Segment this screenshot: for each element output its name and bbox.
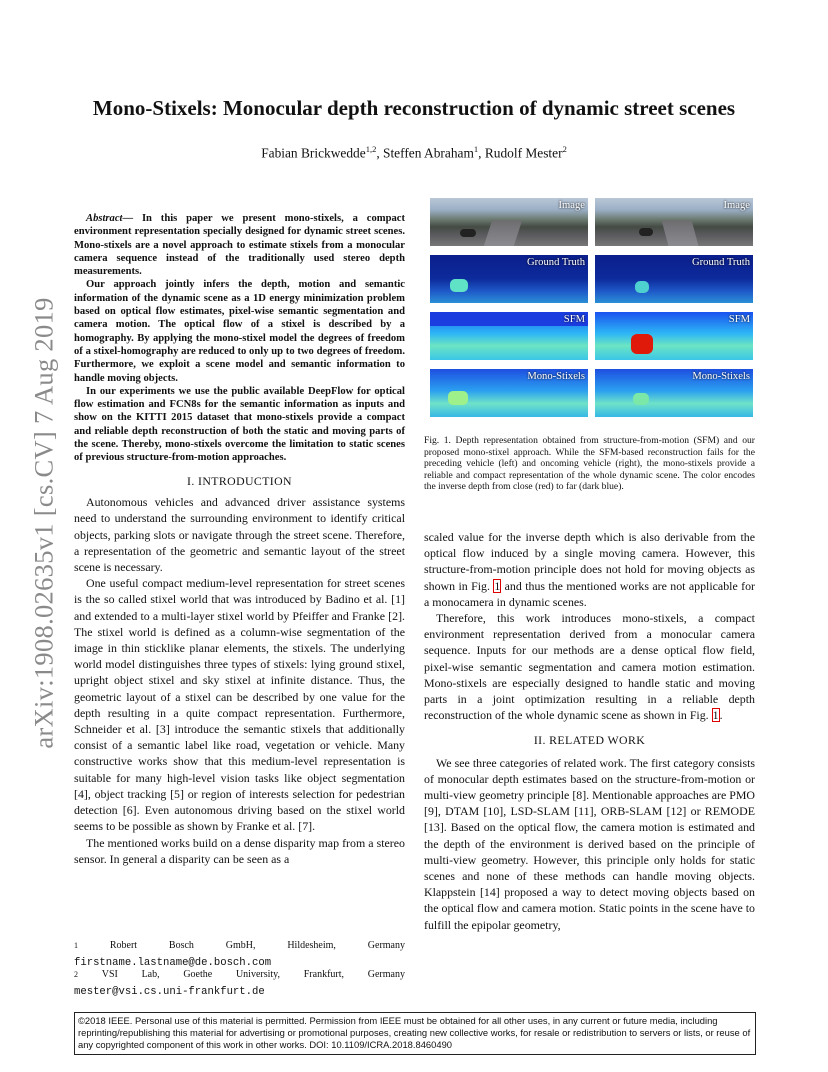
figure-1 xyxy=(430,198,755,417)
footnote-word: University, xyxy=(235,969,281,981)
arxiv-watermark xyxy=(22,286,66,760)
footnote-word: Germany xyxy=(367,969,405,981)
paper-title: Mono-Stixels: Monocular depth reconstruction of dynamic street scenes xyxy=(92,96,736,120)
sfm-depth-right xyxy=(595,312,753,360)
body-text: and thus the mentioned works are not applicable for a monocamera in dynamic scenes. xyxy=(424,578,755,609)
abstract xyxy=(74,212,405,465)
footnote-word: Robert xyxy=(109,940,138,951)
right-column-body xyxy=(424,529,755,933)
body-paragraph: One useful compact medium-level representation for street scenes is the so called stixel world that was introduced by Badino et al. [1] and extended to a multi-layer stixel world by Pfeiffer and Franke [2]. The stixel world is defined as a column-wise segmentation of the image in thin sticklike planar elements, the stixels. The underlying world model distinguishes three types of stixels: lying ground stixel, upright object stixel and sky stixel at infinite distance. Thus, the geometric layout of a stixel can be described by one value for the depth resulting in a quite compact representation. Furthermore, Schneider et al. [3] introduce the semantic stixels that additionally consist of a semantic label like road, vegetation or vehicle. Many constructive works show that this medium-level representation is suitable for many high-level vision tasks like object segmentation [4], object tracking [5] or region of interests selection for pedestrian detection [6]. Even autonomous driving based on the stixel world seems to be possible as shown by Franke et al. [7]. xyxy=(74,576,405,834)
body-text: Therefore, this work introduces mono-stixels, a compact environment representation derived from a monocular camera sequence. Inputs for our methods are a dense optical flow field, pixel-wise semantic segmentation and camera motion estimation. Mono-stixels are especially designed to handle static and moving parts in a joint optimization resulting in a reliable depth reconstruction of the whole dynamic scene as shown in Fig. xyxy=(424,610,755,723)
body-text: scaled value for the inverse depth which is also derivable from the optical flow induced by a single moving camera. However, this structure-from-motion principle does not hold for moving objects as shown in Fig. xyxy=(424,529,755,593)
abstract-paragraph: Our approach jointly infers the depth, motion and semantic information of the dynamic scene as a 1D energy minimization problem based on optical flow estimates, pixel-wise semantic segmentation and camera motion. The optical flow of a stixel is described by a homography. By applying the mono-stixel model the degrees of freedom of a stixel-homography are reduced to only up to two degrees of freedom. Furthermore, we exploit a scene model and semantic information to handle moving objects. xyxy=(74,279,405,384)
footnote-word: Frankfurt, xyxy=(303,969,345,981)
abstract-label: Abstract xyxy=(86,213,123,224)
ground-truth-left xyxy=(430,255,588,303)
footnote-email: firstname.lastname@de.bosch.com xyxy=(74,956,272,969)
footnote-word: VSI xyxy=(101,969,118,981)
panel-label: Image xyxy=(558,200,585,211)
author-name: Steffen Abraham xyxy=(383,145,474,161)
author-affiliation: 1,2 xyxy=(365,144,377,154)
footnote-word: Hildesheim, xyxy=(287,940,336,951)
footnote-number: 1 xyxy=(74,941,78,950)
copyright-notice: ©2018 IEEE. Personal use of this material is permitted. Permission from IEEE must be obtained for all other uses, in any current or future media, including reprinting/republishing this material for advertising or promotional purposes, creating new collective works, for resale or redistribution to servers or lists, or reuse of any copyrighted component of this work in other works. DOI: 10.1109/ICRA.2018.8460490 xyxy=(74,1012,756,1055)
author-separator: , xyxy=(478,145,485,161)
ground-truth-right xyxy=(595,255,753,303)
panel-label: SFM xyxy=(728,314,750,325)
body-paragraph: Autonomous vehicles and advanced driver assistance systems need to understand the surrounding environment to identify critical objects, parking slots or navigate through the street scene. Therefore, a representation of the geometric and semantic layout of the street scene is necessary. xyxy=(74,495,405,575)
author-affiliation: 1 xyxy=(473,144,479,154)
panel-label: Mono-Stixels xyxy=(692,371,750,382)
arxiv-id: arXiv:1908.02635v1 [cs.CV] 7 Aug 2019 xyxy=(28,297,59,749)
abstract-paragraph: Abstract— In this paper we present mono-stixels, a compact environment representation specially designed for dynamic street scenes. Mono-stixels are a novel approach to estimate stixels from a monocular camera sequence instead of the traditionally used stereo depth measurements. xyxy=(74,213,405,278)
abstract-text: In this paper we present mono-stixels, a compact environment representation specially designed for dynamic street scenes. Mono-stixels are a novel approach to estimate stixels from a monocular camera sequence instead of the traditionally used stereo depth measurements. xyxy=(74,213,405,278)
sfm-depth-left xyxy=(430,312,588,360)
body-paragraph xyxy=(424,610,755,723)
mono-stixels-left xyxy=(430,369,588,417)
section-heading: I. INTRODUCTION xyxy=(187,473,292,488)
author-list xyxy=(60,144,768,161)
body-text: . xyxy=(719,708,723,723)
footnote-number: 2 xyxy=(74,970,78,980)
right-column xyxy=(424,198,755,933)
author-separator: , xyxy=(376,145,384,161)
camera-image-right xyxy=(595,198,753,246)
section-heading: II. RELATED WORK xyxy=(533,733,646,748)
body-paragraph: The mentioned works build on a dense disparity map from a stereo sensor. In general a disparity can be seen as a xyxy=(74,835,405,866)
body-paragraph: We see three categories of related work. The first category consists of monocular depth estimates based on the structure-from-motion or multi-view geometry principle [8]. Mentionable approaches are PMO [9], DTAM [10], LSD-SLAM [11], ORB-SLAM [12] or REMODE [13]. Based on the optical flow, the camera motion is estimated and the depth of the environment is derived based on the principle of multi-view geometry. However, this principle only holds for static scenes and none of these methods can handle moving objects. Klappstein [14] proposed a way to detect moving objects based on the optical flow and camera motion. Static points in the scene have to fulfill the epipolar geometry, xyxy=(424,755,755,932)
footnote-line xyxy=(74,969,405,986)
introduction-body xyxy=(74,494,405,867)
abstract-paragraph: In our experiments we use the public available DeepFlow for optical flow estimation and FCN8s for the semantic information as inputs and show on the KITTI 2015 dataset that mono-stixels provide a compact and reliable depth reconstruction of both the static and moving parts of the scene. Thereby, mono-stixels overcome the limitation to static scenes of previous structure-from-motion approaches. xyxy=(74,385,405,464)
panel-label: Image xyxy=(723,200,750,211)
camera-image-left xyxy=(430,198,588,246)
figure-reference-link[interactable]: 1 xyxy=(494,578,501,593)
panel-label: Ground Truth xyxy=(527,257,585,268)
author-name: Fabian Brickwedde xyxy=(261,145,366,161)
left-column xyxy=(74,212,405,867)
footnote-word: GmbH, xyxy=(225,940,256,951)
footnote-word: Goethe xyxy=(183,969,213,981)
author-name: Rudolf Mester xyxy=(484,145,563,161)
figure-caption: Fig. 1. Depth representation obtained from structure-from-motion (SFM) and our proposed mono-stixel approach. While the SFM-based reconstruction fails for the preceding vehicle (left) and oncoming vehicle (right), the mono-stixels provide a reliable and compact representation of the whole dynamic scene. The color encodes the inverse depth from close (red) to far (dark blue). xyxy=(424,435,755,493)
footnote-word: Lab, xyxy=(141,969,160,981)
footnote-line xyxy=(74,940,405,957)
panel-label: Mono-Stixels xyxy=(527,371,585,382)
panel-label: Ground Truth xyxy=(692,257,750,268)
body-paragraph xyxy=(424,529,755,610)
author-affiliation: 2 xyxy=(562,144,567,154)
footnotes xyxy=(74,940,405,998)
mono-stixels-right xyxy=(595,369,753,417)
panel-label: SFM xyxy=(563,314,585,325)
footnote-email: mester@vsi.cs.uni-frankfurt.de xyxy=(74,985,265,998)
footnote-word: Bosch xyxy=(168,940,194,951)
figure-reference-link[interactable]: 1 xyxy=(712,708,719,723)
footnote-word: Germany xyxy=(367,940,405,951)
